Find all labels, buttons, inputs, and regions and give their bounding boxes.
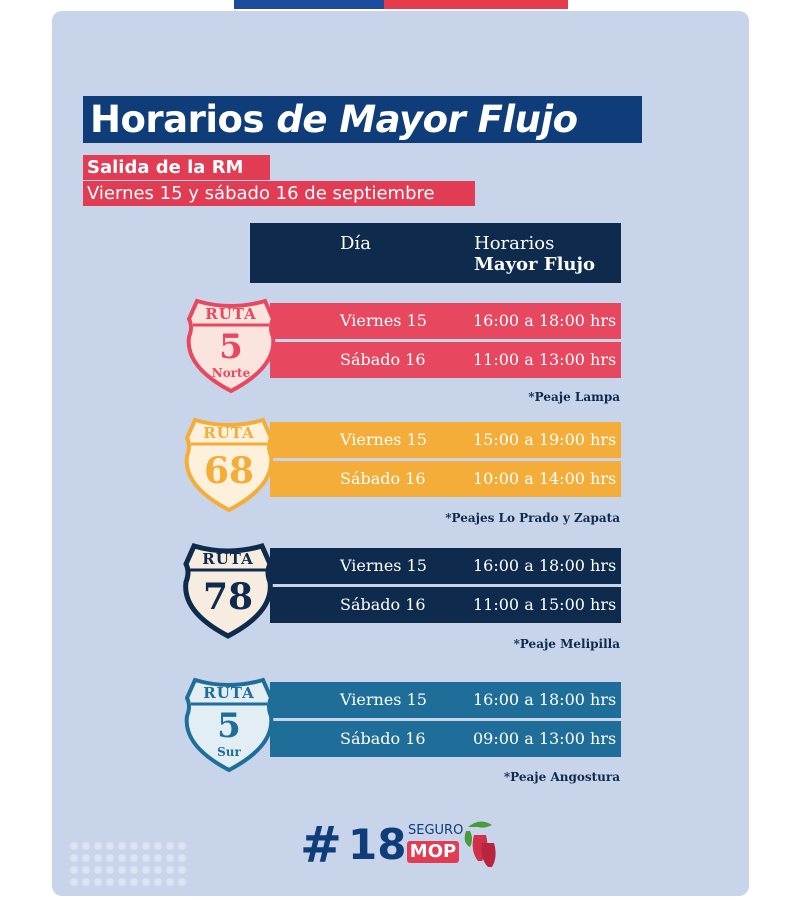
row-time: 16:00 a 18:00 hrs (473, 690, 617, 709)
table-row (270, 422, 621, 458)
header-hours-line2: Mayor Flujo (474, 254, 596, 275)
header-day: Día (340, 233, 371, 254)
shield-label: RUTA (205, 305, 257, 323)
logo-number: 18 (348, 820, 407, 869)
table-row (270, 303, 621, 339)
row-day: Sábado 16 (340, 469, 426, 488)
top-bar-red (384, 0, 568, 9)
row-day: Viernes 15 (340, 311, 427, 330)
row-time: 09:00 a 13:00 hrs (473, 729, 617, 748)
table-row (270, 342, 621, 378)
shield-label: RUTA (203, 424, 255, 442)
toll-note: *Peaje Lampa (528, 390, 620, 404)
row-time: 10:00 a 14:00 hrs (473, 469, 617, 488)
route-shield-5-sur (183, 676, 275, 774)
toll-note: *Peaje Melipilla (513, 637, 620, 651)
table-row (270, 587, 621, 623)
top-bar-blue (234, 0, 384, 9)
row-day: Sábado 16 (340, 350, 426, 369)
title-part2: de Mayor Flujo (276, 98, 578, 141)
row-time: 16:00 a 18:00 hrs (473, 311, 617, 330)
table-row (270, 461, 621, 497)
shield-number: 68 (203, 450, 255, 492)
row-day: Sábado 16 (340, 729, 426, 748)
shield-label: RUTA (202, 550, 254, 568)
row-day: Viernes 15 (340, 430, 427, 449)
shield-number: 5 (217, 706, 241, 746)
table-row (270, 548, 621, 584)
route-shield-78 (182, 542, 274, 640)
decorative-dots (68, 840, 198, 890)
row-day: Viernes 15 (340, 556, 427, 575)
seguro-mop-logo (300, 815, 510, 875)
row-day: Viernes 15 (340, 690, 427, 709)
row-time: 16:00 a 18:00 hrs (473, 556, 617, 575)
toll-note: *Peajes Lo Prado y Zapata (445, 511, 620, 525)
logo-seguro: SEGURO (408, 823, 464, 838)
table-row (270, 682, 621, 718)
row-time: 11:00 a 15:00 hrs (473, 595, 617, 614)
toll-note: *Peaje Angostura (503, 770, 620, 784)
table-row (270, 721, 621, 757)
header-hours-line1: Horarios (474, 233, 555, 254)
page-title (83, 96, 642, 143)
route-shield-5-norte (185, 297, 277, 395)
table-header (250, 223, 621, 283)
logo-hash: # (300, 816, 342, 874)
route-shield-68 (183, 416, 275, 514)
title-part1: Horarios (90, 98, 264, 141)
subtitle-line2: Viernes 15 y sábado 16 de septiembre (83, 181, 475, 206)
shield-label: RUTA (203, 684, 255, 702)
copihue-flower-icon (460, 817, 500, 869)
shield-sub: Norte (211, 366, 251, 380)
shield-number: 5 (219, 327, 243, 367)
row-time: 11:00 a 13:00 hrs (473, 350, 617, 369)
logo-mop: MOP (407, 841, 459, 863)
shield-sub: Sur (217, 745, 241, 759)
shield-number: 78 (202, 576, 254, 618)
row-day: Sábado 16 (340, 595, 426, 614)
subtitle-line1: Salida de la RM (83, 155, 270, 180)
row-time: 15:00 a 19:00 hrs (473, 430, 617, 449)
